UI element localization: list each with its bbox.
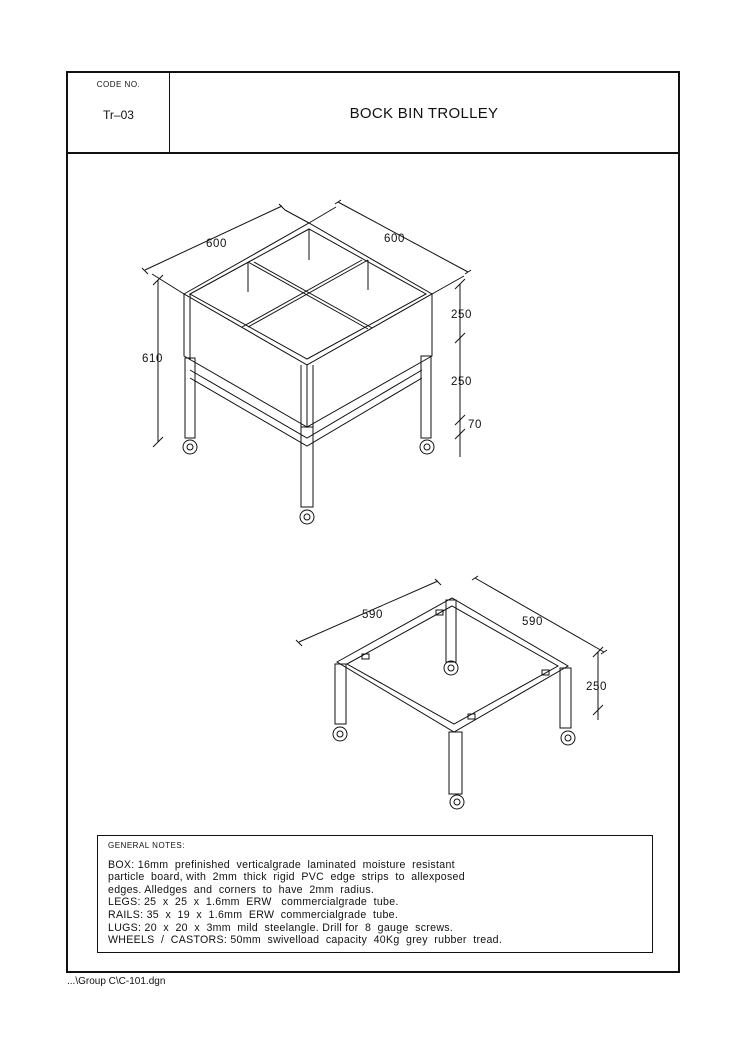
note-line: WHEELS / CASTORS: 50mm swivelload capacity 40Kg grey rubber tread. [108,934,503,947]
note-line: particle board, with 2mm thick rigid PVC edge strips to allexposed [108,871,465,884]
dim-bottom-right-width: 590 [522,616,543,628]
trolley-frame-isometric [296,576,607,809]
notes-heading: GENERAL NOTES: [108,841,185,850]
dim-top-height: 610 [142,353,163,365]
general-notes-box [97,835,653,953]
note-line: LEGS: 25 x 25 x 1.6mm ERW commercialgrade tube. [108,896,399,909]
drawing-title: BOCK BIN TROLLEY [349,105,499,122]
dim-top-left-width: 600 [206,238,227,250]
code-value: Tr–03 [103,108,134,122]
dim-top-right-width: 600 [384,233,405,245]
note-line: LUGS: 20 x 20 x 3mm mild steelangle. Drill for 8 gauge screws. [108,921,454,934]
dim-top-wheel: 70 [468,419,482,431]
drawing-sheet [66,71,680,973]
dim-bottom-left-width: 590 [362,609,383,621]
note-line: RAILS: 35 x 19 x 1.6mm ERW commercialgrade tube. [108,908,399,921]
dim-bottom-height: 250 [586,681,607,693]
dim-top-box-depth: 250 [451,309,472,321]
note-line: edges. Alledges and corners to have 2mm radius. [108,883,375,896]
dim-top-leg-height: 250 [451,376,472,388]
note-line: BOX: 16mm prefinished verticalgrade laminated moisture resistant [108,858,455,871]
file-path-footer: ...\Group C\C-101.dgn [67,976,166,987]
code-label: CODE NO. [96,80,141,89]
bin-trolley-isometric [142,200,471,524]
